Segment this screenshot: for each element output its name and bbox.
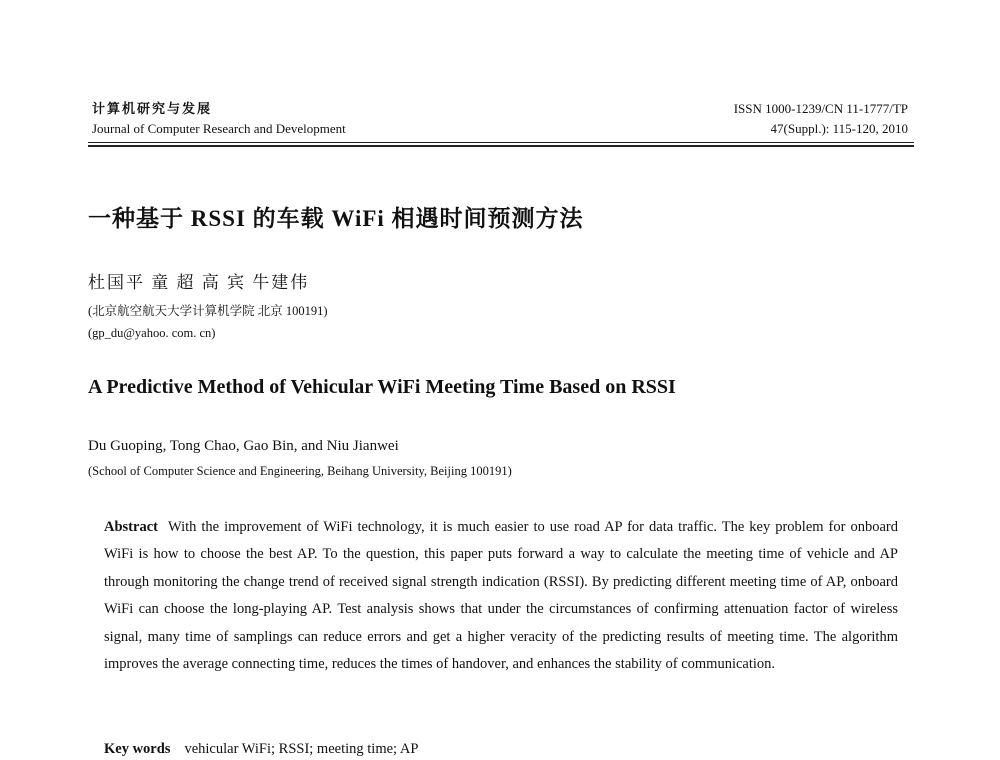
header-rule-thick — [88, 145, 914, 147]
journal-name-en: Journal of Computer Research and Development — [92, 121, 346, 136]
issn: ISSN 1000-1239/CN 11-1777/TP — [733, 101, 908, 116]
header-rule-thin — [88, 142, 914, 143]
volume-info: 47(Suppl.): 115-120, 2010 — [770, 121, 908, 136]
paper-title-cn: 一种基于 RSSI 的车载 WiFi 相遇时间预测方法 — [88, 206, 584, 231]
abstract-label: Abstract — [104, 519, 158, 535]
journal-header — [92, 100, 346, 139]
keywords-label: Key words — [104, 741, 171, 757]
abstract-text: With the improvement of WiFi technology, it is much easier to use road AP for data traffic. The key problem for onboard WiFi is how to choose the best AP. To the question, this paper puts forward a way to calculate the meeting time of vehicle and AP through monitoring the change trend of received signal strength indication (RSSI). By predicting different meeting time of AP, onboard WiFi can choose the long-playing AP. Test analysis shows that under the circumstances of confirming attenuation factor of wireless signal, many time of samplings can reduce errors and get a higher veracity of the predicting results of meeting time. The algorithm improves the average connecting time, reduces the times of handover, and enhances the stability of communication. — [104, 519, 898, 673]
author-email: (gp_du@yahoo. com. cn) — [88, 326, 216, 340]
paper-title-en: A Predictive Method of Vehicular WiFi Meeting Time Based on RSSI — [88, 376, 676, 398]
keywords — [104, 741, 418, 758]
abstract — [104, 514, 898, 678]
affiliation-cn: (北京航空航天大学计算机学院 北京 100191) — [88, 304, 328, 318]
journal-name-cn: 计算机研究与发展 — [92, 101, 213, 116]
authors-cn: 杜国平 童 超 高 宾 牛建伟 — [88, 273, 310, 292]
keywords-text: vehicular WiFi; RSSI; meeting time; AP — [184, 741, 419, 757]
affiliation-en: (School of Computer Science and Engineering, Beihang University, Beijing 100191) — [88, 464, 512, 478]
issue-header — [734, 100, 908, 139]
authors-en: Du Guoping, Tong Chao, Gao Bin, and Niu Jianwei — [88, 438, 399, 454]
